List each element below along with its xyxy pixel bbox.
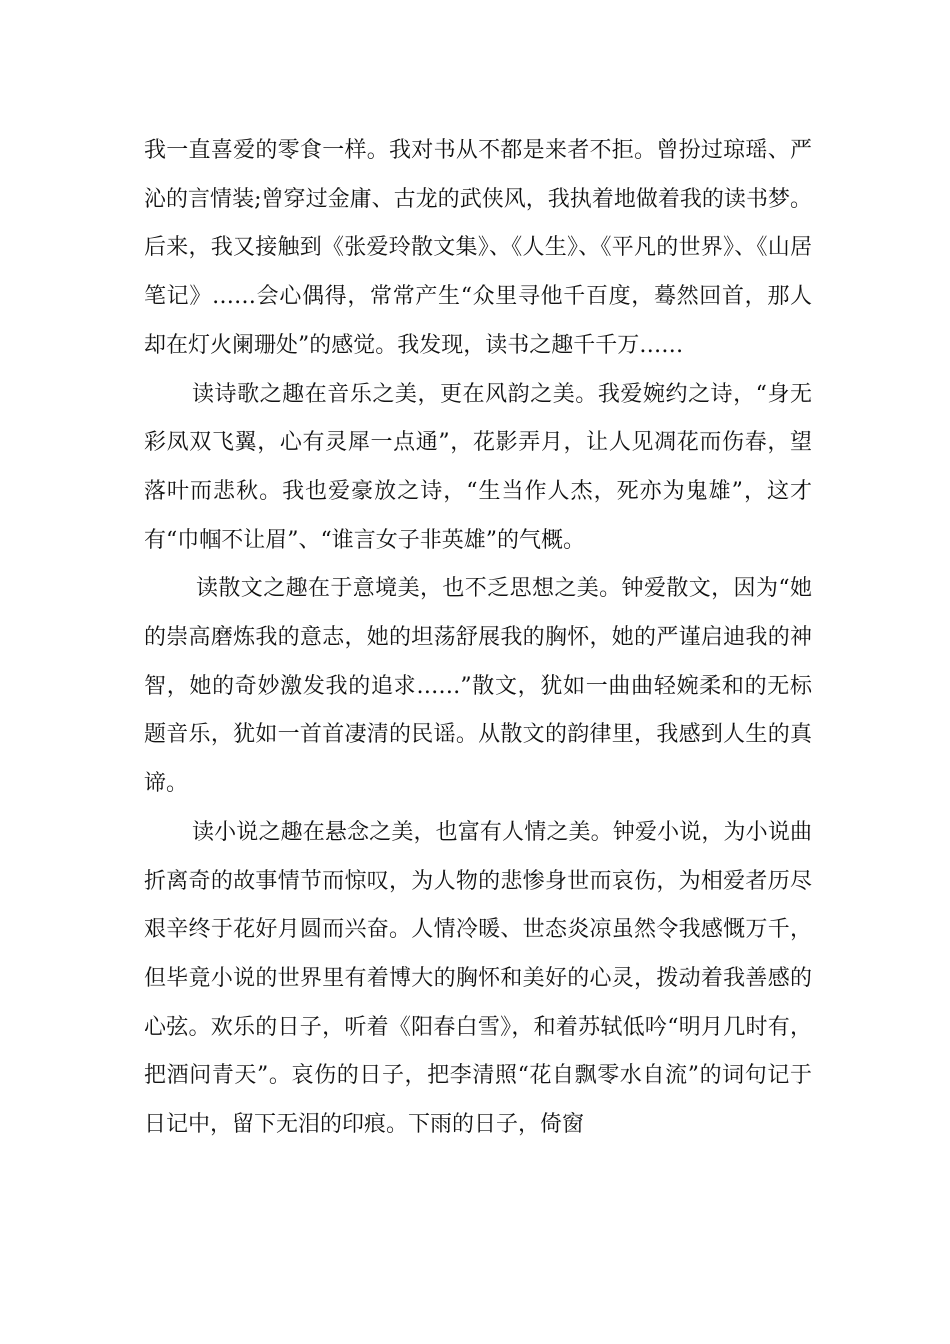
paragraph-prose (144, 565, 812, 809)
text-line: 梦。后来，我又接触到《张爱玲散文集》、《人生》、《平凡的世 (144, 186, 812, 261)
text-line: 历尽艰辛终于花好月圆而兴奋。人情冷暖、世态炎凉虽然令我感慨 (144, 868, 812, 943)
text-line: 到人生的真谛。 (144, 722, 812, 797)
text-line: 万…… (617, 332, 684, 358)
text-line: 读散文之趣在于意境美，也不乏思想之美。钟爱散文，因为 (196, 576, 779, 602)
text-line: 我的神智，她的奇妙激发我的追求……”散文，犹如一曲曲轻婉柔 (144, 625, 812, 699)
text-line: 这才有“巾帼不让眉”、“谁言女子非英雄”的气概。 (144, 478, 812, 553)
text-line: 界》、《山居笔记》……会心偶得，常常产生“众里寻他千百度， (144, 235, 812, 310)
text-line: 万千，但毕竟小说的世界里有着博大的胸怀和美好的心灵，拨动着 (144, 917, 812, 991)
text-line: 蓦然回首，那人却在灯火阑珊处”的感觉。我发现，读书之趣千千 (144, 284, 812, 358)
text-line: 和的无标题音乐，犹如一首首凄清的民谣。从散文的韵律里，我感 (144, 673, 812, 748)
text-line: 读诗歌之趣在音乐之美，更在风韵之美。我爱婉约之诗，“身 (192, 381, 790, 407)
text-line: 无彩凤双飞翼，心有灵犀一点通”，花影弄月，让人见凋花而伤春， (144, 381, 812, 456)
text-line: 望落叶而悲秋。我也爱豪放之诗，“生当作人杰，死亦为鬼雄”， (144, 430, 812, 504)
text-line: 读小说之趣在悬念之美，也富有人情之美。钟爱小说，为小说 (192, 819, 790, 845)
text-line: 水自流”的词句记于日记中，留下无泪的印痕。下雨的日子，倚窗 (144, 1063, 813, 1138)
paragraph-novel (144, 809, 812, 1150)
text-line: 曲折离奇的故事情节而惊叹，为人物的悲惨身世而哀伤，为相爱者 (144, 819, 812, 894)
paragraph-poetry (144, 371, 812, 566)
text-line: “明月几时有，把酒问青天”。哀伤的日子，把李清照“花自飘零 (144, 1014, 812, 1089)
text-line: 我善感的心弦。欢乐的日子，听着《阳春白雪》，和着苏轼低吟 (144, 965, 812, 1040)
paragraph-reading-journey (144, 127, 812, 371)
text-line: 我一直喜爱的零食一样。我对书从不都是来者不拒。曾扮过琼瑶、 (144, 138, 790, 163)
document-body (144, 127, 812, 1150)
text-line: “她的崇高磨炼我的意志，她的坦荡舒展我的胸怀，她的严谨启迪 (144, 576, 812, 651)
text-line: 严沁的言情装;曾穿过金庸、古龙的武侠风，我执着地做着我的读书 (144, 138, 812, 212)
